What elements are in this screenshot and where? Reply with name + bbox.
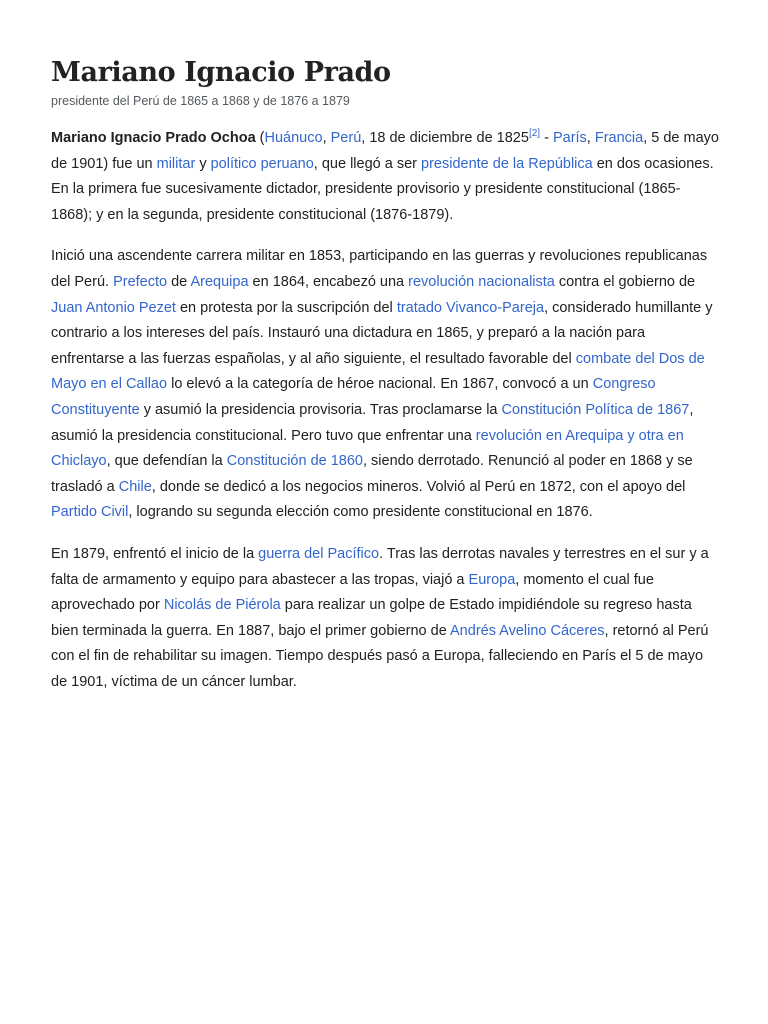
paragraph-intro bbox=[51, 126, 719, 228]
link-politico-peruano[interactable]: político peruano bbox=[210, 155, 314, 172]
link-partido-civil[interactable]: Partido Civil bbox=[51, 504, 129, 521]
page-subtitle: presidente del Perú de 1865 a 1868 y de 1876 a 1879 bbox=[51, 94, 350, 108]
link-nicolas-de-pierola[interactable]: Nicolás de Piérola bbox=[163, 597, 281, 614]
paragraph-text: para realizar un golpe de Estado impidiéndole su regreso hasta bien terminada la guerra. En 1887, bajo el primer gobierno de bbox=[51, 597, 692, 639]
paragraph-text: , 5 de mayo de 1901) fue un bbox=[51, 130, 719, 172]
link-paris[interactable]: París bbox=[552, 130, 587, 146]
paragraph-text: , logrando su segunda elección como presidente constitucional en 1876. bbox=[128, 504, 593, 521]
paragraph-text: , momento el cual fue aprovechado por bbox=[51, 571, 654, 614]
link-congreso-constituyente[interactable]: Congreso Constituyente bbox=[51, 376, 656, 418]
link-guerra-del-pacifico[interactable]: guerra del Pacífico bbox=[258, 545, 380, 562]
link-prefecto[interactable]: Prefecto bbox=[113, 273, 168, 290]
page-title: Mariano Ignacio Prado bbox=[51, 57, 391, 88]
citation-reference[interactable]: [2] bbox=[528, 128, 541, 139]
paragraph-text: y bbox=[195, 155, 211, 172]
link-revolucion-nacionalista[interactable]: revolución nacionalista bbox=[408, 273, 555, 290]
link-andres-avelino-caceres[interactable]: Andrés Avelino Cáceres bbox=[450, 622, 605, 639]
paragraph-text: , asumió la presidencia constitucional. Pero tuvo que enfrentar una bbox=[51, 401, 694, 444]
paragraph-text: , siendo derrotado. Renunció al poder en 1868 y se trasladó a bbox=[51, 453, 693, 495]
paragraph-text: En 1879, enfrentó el inicio de la bbox=[51, 545, 259, 562]
link-chile[interactable]: Chile bbox=[118, 478, 152, 495]
paragraph-text: , donde se dedicó a los negocios mineros. Volvió al Perú en 1872, con el apoyo del bbox=[151, 478, 686, 495]
link-militar[interactable]: militar bbox=[156, 155, 196, 172]
paragraph-text: , que defendían la bbox=[106, 453, 227, 470]
paragraph-text: ( bbox=[255, 130, 265, 146]
paragraph-text: , bbox=[322, 130, 331, 146]
paragraph-text: . Tras las derrotas navales y terrestres en el sur y a falta de armamento y equipo para abastecer a las tropas, viajó a bbox=[51, 545, 709, 588]
link-huanuco[interactable]: Huánuco bbox=[264, 130, 323, 146]
paragraph-text: Inició una ascendente carrera militar en 1853, participando en las guerras y revoluciones republicanas del Perú. bbox=[51, 248, 708, 290]
link-constitucion-politica-de-1867[interactable]: Constitución Política de 1867 bbox=[501, 401, 690, 418]
paragraph-text: , considerado humillante y contrario a los intereses del país. Instauró una dictadura en 1865, y preparó a la nación para enfrentarse a las fuerzas españolas, y al año siguiente, el resultado favorable del bbox=[51, 299, 713, 367]
paragraph-text: y asumió la presidencia provisoria. Tras proclamarse la bbox=[139, 401, 502, 418]
article-content bbox=[51, 56, 719, 695]
link-tratado-vivanco-pareja[interactable]: tratado Vivanco-Pareja bbox=[396, 299, 545, 316]
paragraph-text: , retornó al Perú con el fin de rehabilitar su imagen. Tiempo después pasó a Europa, falleciendo en París el 5 de mayo de 1901, víctima de un cáncer lumbar. bbox=[51, 622, 709, 690]
paragraph-text: , 18 de diciembre de 1825 bbox=[361, 130, 529, 146]
paragraph-career bbox=[51, 244, 719, 526]
paragraph-text: en protesta por la suscripción del bbox=[175, 299, 397, 316]
link-arequipa[interactable]: Arequipa bbox=[190, 273, 249, 290]
link-constitucion-de-1860[interactable]: Constitución de 1860 bbox=[226, 453, 363, 470]
paragraph-text: en 1864, encabezó una bbox=[248, 273, 409, 290]
link-europa[interactable]: Europa bbox=[468, 571, 516, 588]
paragraph-text: en dos ocasiones. En la primera fue sucesivamente dictador, presidente provisorio y presidente constitucional (1865-1868); y en la segunda, presidente constitucional (1876-1879). bbox=[51, 155, 714, 223]
link-francia[interactable]: Francia bbox=[594, 130, 644, 146]
paragraph-pacific-war bbox=[51, 542, 719, 696]
paragraph-text: lo elevó a la categoría de héroe nacional. En 1867, convocó a un bbox=[167, 376, 593, 393]
link-juan-antonio-pezet[interactable]: Juan Antonio Pezet bbox=[51, 299, 176, 316]
paragraph-text: de bbox=[167, 273, 191, 290]
link-revolucion-en-arequipa-y-otra-en-chiclayo[interactable]: revolución en Arequipa y otra en Chiclayo bbox=[51, 427, 684, 470]
link-presidente-de-la-republica[interactable]: presidente de la República bbox=[421, 155, 593, 172]
paragraph-text: , que llegó a ser bbox=[313, 155, 422, 172]
paragraph-text: , bbox=[586, 130, 595, 146]
article-subject-name: Mariano Ignacio Prado Ochoa bbox=[51, 130, 256, 146]
paragraph-text: contra el gobierno de bbox=[554, 273, 696, 290]
link-combate-del-dos-de-mayo-en-el-callao[interactable]: combate del Dos de Mayo en el Callao bbox=[51, 350, 705, 393]
paragraph-text: - bbox=[540, 130, 553, 146]
link-peru[interactable]: Perú bbox=[330, 130, 362, 146]
